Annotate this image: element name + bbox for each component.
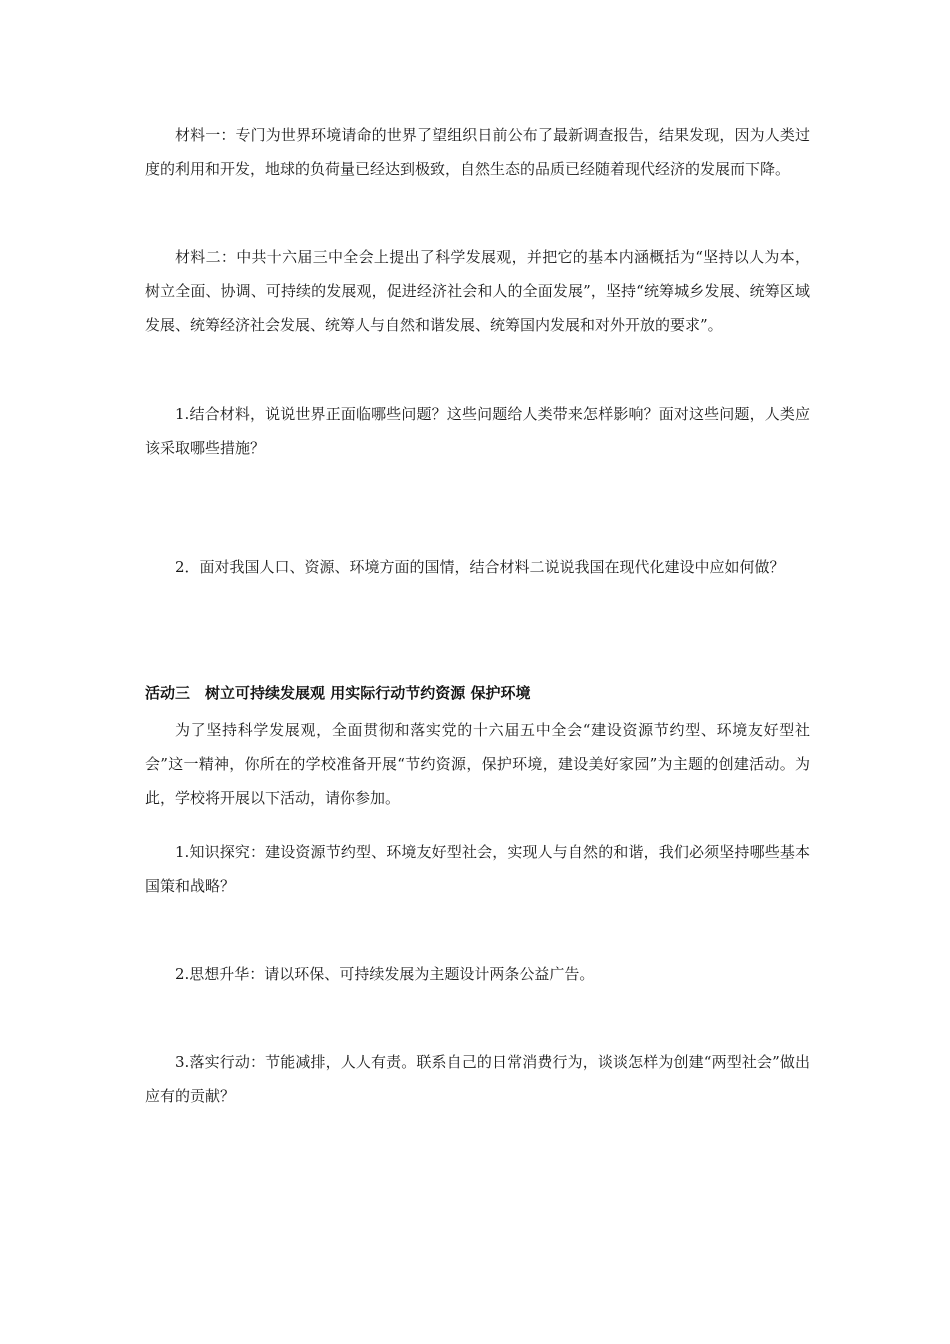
activity-3-task-2-paragraph: 2.思想升华：请以环保、可持续发展为主题设计两条公益广告。: [175, 965, 595, 983]
activity-3-intro-paragraph: 为了坚持科学发展观，全面贯彻和落实党的十六届五中全会“建设资源节约型、环境友好型社会”这一精神，你所在的学校准备开展“节约资源，保护环境，建设美好家园”为主题的创建活动。为此，学校将开展以下活动，请你参加。: [145, 721, 810, 807]
material-2-paragraph: 材料二：中共十六届三中全会上提出了科学发展观，并把它的基本内涵概括为“坚持以人为本，树立全面、协调、可持续的发展观，促进经济社会和人的全面发展”，坚持“统筹城乡发展、统筹区域发展、统筹经济社会发展、统筹人与自然和谐发展、统筹国内发展和对外开放的要求”。: [145, 248, 810, 334]
question-1-paragraph: 1.结合材料，说说世界正面临哪些问题？这些问题给人类带来怎样影响？面对这些问题，人类应该采取哪些措施？: [145, 405, 810, 457]
activity-3-task-3-paragraph: 3.落实行动：节能减排，人人有责。联系自己的日常消费行为，谈谈怎样为创建“两型社会”做出应有的贡献？: [145, 1053, 810, 1105]
activity-3-task-1-paragraph: 1.知识探究：建设资源节约型、环境友好型社会，实现人与自然的和谐，我们必须坚持哪些基本国策和战略？: [145, 843, 810, 895]
material-1-paragraph: 材料一：专门为世界环境请命的世界了望组织日前公布了最新调查报告，结果发现，因为人类过度的利用和开发，地球的负荷量已经达到极致，自然生态的品质已经随着现代经济的发展而下降。: [145, 126, 810, 178]
question-2-paragraph: 2．面对我国人口、资源、环境方面的国情，结合材料二说说我国在现代化建设中应如何做？: [175, 558, 785, 576]
activity-3-heading: 活动三 树立可持续发展观 用实际行动节约资源 保护环境: [145, 684, 531, 702]
